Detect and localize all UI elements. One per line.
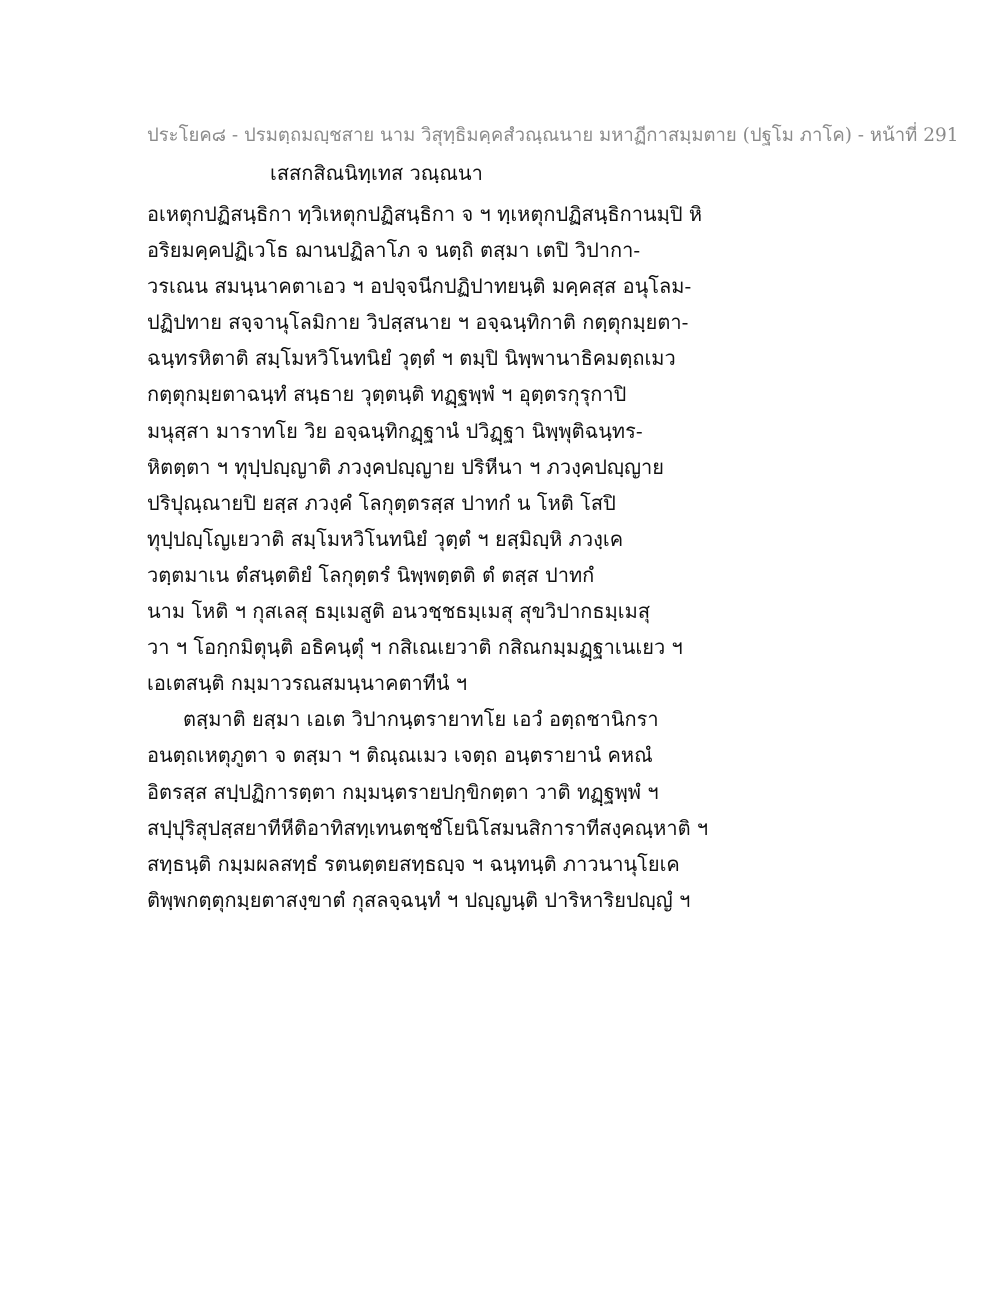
text-line: กตฺตุกมฺยตาฉนฺทํ สนฺธาย วุตฺตนฺติ ทฏฺฐพฺพํ ฯ อุตฺตรกุรุกาปิ: [147, 382, 627, 407]
body-text: [147, 196, 967, 918]
text-line: สทฺธนฺติ กมฺมผลสทฺธํ รตนตฺตยสทฺธญฺจ ฯ ฉนฺทนฺติ ภาวนานุโยเค: [147, 851, 680, 876]
text-line: ปฏิปทาย สจฺจานุโลมิกาย วิปสฺสนาย ฯ อจฺฉนฺทิกาติ กตฺตุกมฺยตา-: [147, 310, 689, 335]
text-line: วตฺตมาเน ตํสนฺตติยํ โลกุตฺตรํ นิพฺพตฺตติ ตํ ตสฺส ปาทกํ: [147, 562, 595, 587]
text-line: อเหตุกปฏิสนฺธิกา ทฺวิเหตุกปฏิสนฺธิกา จ ฯ ทฺเหตุกปฏิสนฺธิกานมฺปิ หิ: [147, 202, 703, 226]
text-line: ฉนฺทรหิตาติ สมฺโมหวิโนทนิยํ วุตฺตํ ฯ ตมฺปิ นิพฺพานาธิคมตฺถเมว: [147, 346, 676, 371]
text-line: อริยมคฺคปฏิเวโธ ฌานปฏิลาโภ จ นตฺถิ ตสฺมา เตปิ วิปากา-: [147, 238, 641, 263]
section-title: เสสกสิณนิทฺเทส วณฺณนา: [270, 161, 483, 185]
text-line: เอเตสนฺติ กมฺมาวรณสมนฺนาคตาทีนํ ฯ: [147, 671, 468, 696]
paragraph-start-line: ตสฺมาติ ยสฺมา เอเต วิปากนฺตรายาทโย เอวํ อตฺถชานิกรา: [183, 707, 659, 732]
text-line: อนตฺถเหตุภูตา จ ตสฺมา ฯ ติณฺณเมว เจตฺถ อนฺตรายานํ คหณํ: [147, 743, 653, 768]
text-line: ติพฺพกตฺตุกมฺยตาสงฺขาตํ กุสลจฺฉนฺทํ ฯ ปญฺญนฺติ ปาริหาริยปญฺญํ ฯ: [147, 887, 691, 912]
text-line: วา ฯ โอกฺกมิตุนฺติ อธิคนฺตุํ ฯ กสิเณเยวาติ กสิณกมฺมฏฺฐาเนเยว ฯ: [147, 635, 683, 660]
text-line: มนุสฺสา มาราทโย วิย อจฺฉนฺทิกฏฺฐานํ ปวิฏฺฐา นิพฺพุติฉนฺทร-: [147, 418, 643, 443]
running-header: ประโยค๘ - ปรมตฺถมญฺชสาย นาม วิสุทฺธิมคฺคสํวณฺณนาย มหาฏีกาสมฺมตาย (ปฐโม ภาโค) - หน้าที่ 291: [147, 125, 959, 146]
text-line: นาม โหติ ฯ กุสเลสุ ธมฺเมสูติ อนวชฺชธมฺเมสุ สุขวิปากธมฺเมสุ: [147, 599, 651, 624]
text-line: ปริปุณฺณายปิ ยสฺส ภวงฺคํ โลกุตฺตรสฺส ปาทกํ น โหติ โสปิ: [147, 490, 616, 515]
text-line: สปฺปุริสุปสฺสยาทีหีติอาทิสทฺเทนตชฺชํโยนิโสมนสิการาทีสงฺคณฺหาติ ฯ: [147, 815, 709, 840]
text-line: อิตรสฺส สปฺปฏิการตฺตา กมฺมนฺตรายปกฺขิกตฺตา วาติ ทฏฺฐพฺพํ ฯ: [147, 779, 659, 804]
text-line: วรเณน สมนฺนาคตาเอว ฯ อปจฺจนีกปฏิปาทยนฺติ มคฺคสฺส อนุโลม-: [147, 274, 692, 299]
text-line: ทุปฺปญฺโญเยวาติ สมฺโมหวิโนทนิยํ วุตฺตํ ฯ ยสฺมิญฺหิ ภวงฺเค: [147, 526, 624, 551]
text-line: หิตตฺตา ฯ ทุปฺปญฺญาติ ภวงฺคปญฺญาย ปริหีนา ฯ ภวงฺคปญฺญาย: [147, 454, 664, 479]
